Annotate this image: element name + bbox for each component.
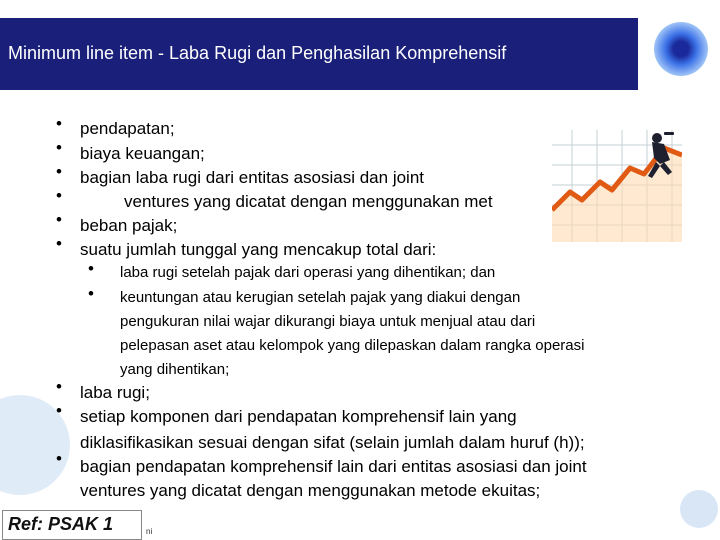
page-title: Minimum line item - Laba Rugi dan Penghasilan Komprehensif (8, 43, 507, 63)
bullet-dot: • (56, 401, 62, 420)
list-item: setiap komponen dari pendapatan komprehensif lain yang (80, 407, 517, 426)
bullet-dot: • (56, 377, 62, 396)
sub-list-item-cont: pelepasan aset atau kelompok yang dilepaskan dalam rangka operasi (120, 337, 585, 354)
sub-bullet-dot: • (88, 284, 94, 303)
bullet-dot: • (56, 186, 62, 205)
bullet-dot: • (56, 114, 62, 133)
reference-label: Ref: PSAK 1 (8, 514, 114, 534)
bullet-dot: • (56, 138, 62, 157)
sub-list-item: keuntungan atau kerugian setelah pajak yang diakui dengan (120, 289, 521, 306)
list-item: bagian pendapatan komprehensif lain dari entitas asosiasi dan joint (80, 457, 587, 476)
sub-bullet-dot: • (88, 259, 94, 278)
list-item: laba rugi; (80, 383, 150, 402)
list-item: bagian laba rugi dari entitas asosiasi dan joint (80, 168, 425, 187)
list-item: biaya keuangan; (80, 144, 205, 163)
list-item: pendapatan; (80, 119, 175, 138)
bullet-dot: • (56, 162, 62, 181)
list-item-cont: diklasifikasikan sesuai dengan sifat (selain jumlah dalam huruf (h)); (80, 433, 585, 452)
list-item: suatu jumlah tunggal yang mencakup total dari: (80, 240, 437, 259)
sub-list-item-cont: yang dihentikan; (120, 361, 230, 378)
bullet-dot: • (56, 234, 62, 253)
sub-list-item: laba rugi setelah pajak dari operasi yang dihentikan; dan (120, 264, 496, 281)
bullet-dot: • (56, 449, 62, 468)
decor-circle (680, 490, 718, 528)
list-item-cont: ventures yang dicatat dengan menggunakan metode ekuitas; (80, 481, 541, 500)
footer-fragment: ni (146, 527, 153, 536)
bullet-dot: • (56, 210, 62, 229)
sub-list-item-cont: pengukuran nilai wajar dikurangi biaya untuk menjual atau dari (120, 313, 536, 330)
rising-chart-figure-icon (552, 130, 682, 242)
list-item: beban pajak; (80, 216, 178, 235)
list-item: ventures yang dicatat dengan menggunakan met (124, 192, 493, 211)
blue-orb-icon (654, 22, 708, 76)
